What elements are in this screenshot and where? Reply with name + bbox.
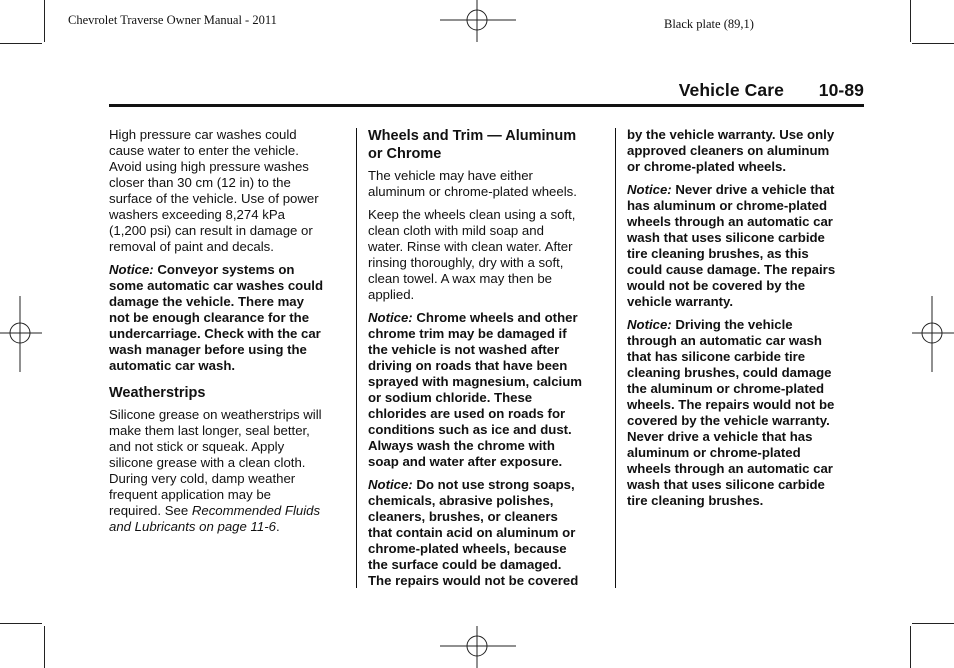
notice-continuation: by the vehicle warranty. Use only approved cleaners on aluminum or chrome-plated wheels. [627, 127, 835, 174]
manual-title: Chevrolet Traverse Owner Manual - 2011 [68, 13, 277, 27]
plate-label: Black plate (89,1) [664, 17, 754, 31]
notice-block: Notice: Driving the vehicle through an automatic car wash that has silicone carbide tire cleaning brushes, could damage the aluminum or chrome-plated wheels. The repairs would not be covered by the vehicle warranty. Never drive a vehicle that has aluminum or chrome-plated wheels through an automatic car wash that uses silicone carbide tire cleaning brushes. [627, 317, 835, 508]
notice-label: Notice: [627, 182, 672, 197]
paragraph: High pressure car washes could cause water to enter the vehicle. Avoid using high pressure washes closer than 30 cm (12 in) to the surface of the vehicle. Use of power washers exceeding 8,274 kPa (1,200 psi) can result in damage or removal of paint and decals. [109, 127, 319, 254]
notice-block: Notice: Never drive a vehicle that has aluminum or chrome-plated wheels through an automatic car wash that uses silicone carbide tire cleaning brushes, as this could cause damage. The repairs would not be covered by the vehicle warranty. [627, 182, 836, 309]
page-number: 10-89 [818, 80, 864, 100]
column-divider [356, 128, 357, 588]
section-header [109, 80, 864, 107]
notice-label: Notice: [368, 310, 413, 325]
section-heading: Weatherstrips [109, 385, 206, 401]
notice-block: Notice: Chrome wheels and other chrome trim may be damaged if the vehicle is not washed after driving on roads that have been sprayed with magnesium, calcium or sodium chloride. These chlorides are used on roads for conditions such as ice and dust. Always wash the chrome with soap and water after exposure. [368, 310, 583, 469]
column-2 [368, 127, 608, 596]
page-title [679, 80, 864, 101]
notice-label: Notice: [109, 262, 154, 277]
notice-label: Notice: [368, 477, 413, 492]
paragraph: The vehicle may have either aluminum or chrome-plated wheels. [368, 168, 577, 199]
column-divider [615, 128, 616, 588]
registration-mark-bottom [440, 626, 516, 668]
cross-reference-link[interactable]: and Lubricants on page 11-6 [109, 519, 276, 534]
notice-block: Notice: Conveyor systems on some automatic car washes could damage the vehicle. There may not be enough clearance for the undercarriage. Check with the car wash manager before using the automatic car wash. [109, 262, 324, 373]
notice-label: Notice: [627, 317, 672, 332]
registration-mark-top [440, 0, 516, 42]
registration-mark-right [912, 296, 954, 372]
column-1 [109, 127, 349, 542]
paragraph: Silicone grease on weatherstrips will make them last longer, seal better, and not stick or squeak. Apply silicone grease with a clean cloth. During very cold, damp weather frequent application may be required. See Recommended Fluids and Lubricants on page 11-6. [109, 407, 322, 534]
column-3 [627, 127, 867, 516]
cross-reference-link[interactable]: Recommended Fluids [191, 503, 321, 518]
section-heading: Wheels and Trim — Aluminum or Chrome [368, 128, 577, 162]
section-name: Vehicle Care [678, 80, 784, 100]
notice-block: Notice: Do not use strong soaps, chemicals, abrasive polishes, cleaners, brushes, or cleaners that contain acid on aluminum or chrome-plated wheels, because the surface could be damaged. The repairs would not be covered [368, 477, 579, 588]
paragraph: Keep the wheels clean using a soft, clean cloth with mild soap and water. Rinse with clean water. After rinsing thoroughly, dry with a soft, clean towel. A wax may then be applied. [368, 207, 576, 302]
registration-mark-left [0, 296, 42, 372]
